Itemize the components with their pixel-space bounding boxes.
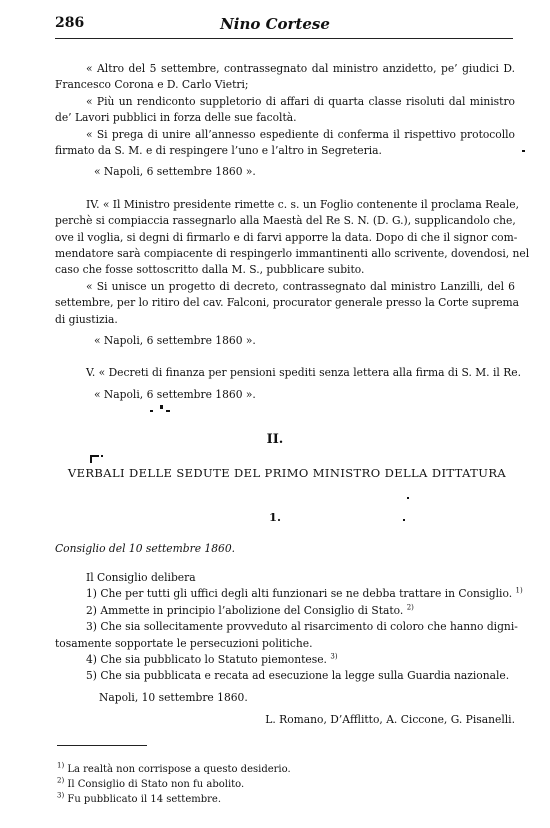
subsection-number: 1. — [268, 510, 281, 524]
footnote — [57, 792, 221, 807]
text-line: « Si prega di unire all’annesso espediente di conferma il rispettivo protocollo — [86, 128, 515, 141]
decision-text: 2) Ammette in principio l’abolizione del Consiglio di Stato. — [86, 604, 404, 617]
footnote-ref: 2) — [406, 603, 414, 612]
footnote-text: Fu pubblicato il 14 settembre. — [67, 794, 221, 805]
text-line: tosamente sopportate le persecuzioni politiche. — [55, 637, 313, 650]
footnote — [57, 777, 244, 792]
speck-mark — [160, 405, 163, 409]
decision-item — [86, 586, 546, 602]
decision-text: 4) Che sia pubblicato lo Statuto piemontese. — [86, 653, 327, 666]
speck-mark — [90, 455, 92, 463]
decision-item — [86, 652, 546, 668]
text-line: settembre, per lo ritiro del cav. Falconi, procurator generale presso la Corte suprema — [55, 296, 520, 309]
speck-mark — [150, 410, 153, 412]
footnote — [57, 762, 291, 777]
text-line: mendatore sarà compiacente di respingerlo immantinenti allo scrivente, dovendosi, nel — [55, 247, 530, 260]
footnote-rule — [57, 745, 147, 746]
dateline: « Napoli, 6 settembre 1860 ». — [94, 165, 256, 178]
text-line: « Si unisce un progetto di decreto, contrassegnato dal ministro Lanzilli, del 6 — [86, 280, 515, 293]
decision-item — [86, 603, 546, 619]
running-head-author: Nino Cortese — [220, 15, 330, 33]
text-line: ove il voglia, si degni di firmarlo e di farvi apporre la data. Dopo di che il signor com- — [55, 231, 518, 244]
meeting-heading: Consiglio del 10 settembre 1860. — [55, 542, 236, 555]
text-line: « Altro del 5 settembre, contrassegnato dal ministro anzidetto, pe’ giudici D. — [86, 62, 515, 75]
footnote-ref: 3) — [330, 652, 338, 661]
paragraph-v: V. « Decreti di finanza per pensioni spediti senza lettera alla firma di S. M. il Re. — [86, 366, 521, 379]
footnote-text: Il Consiglio di Stato non fu abolito. — [67, 779, 245, 790]
section-title: VERBALI DELLE SEDUTE DEL PRIMO MINISTRO DELLA DITTATURA — [67, 466, 507, 480]
text-line: de’ Lavori pubblici in forza delle sue facoltà. — [55, 111, 297, 124]
header-rule — [55, 38, 513, 39]
footnote-mark: 3) — [57, 791, 65, 800]
decision-item: 5) Che sia pubblicata e recata ad esecuzione la legge sulla Guardia nazionale. — [86, 669, 510, 682]
speck-mark — [166, 410, 170, 412]
speck-mark — [522, 150, 525, 152]
text-line: perchè si compiaccia rassegnarlo alla Maestà del Re S. N. (D. G.), supplicandolo che, — [55, 214, 516, 227]
speck-mark — [407, 497, 409, 499]
decision-intro: Il Consiglio delibera — [86, 571, 196, 584]
speck-mark — [403, 519, 405, 521]
signatories: L. Romano, D’Afflitto, A. Ciccone, G. Pisanelli. — [265, 713, 515, 726]
footnote-mark: 2) — [57, 776, 65, 785]
text-line: « Più un rendiconto suppletorio di affari di quarta classe risoluti dal ministro — [86, 95, 515, 108]
decision-item: 3) Che sia sollecitamente provveduto al risarcimento di coloro che hanno digni- — [86, 620, 518, 633]
section-number: II. — [266, 432, 284, 447]
footnote-text: La realtà non corrispose a questo desiderio. — [67, 764, 291, 775]
page-number: 286 — [55, 15, 85, 31]
paragraph-iv: IV. « Il Ministro presidente rimette c. s. un Foglio contenente il proclama Reale, — [86, 198, 519, 211]
closing-date: Napoli, 10 settembre 1860. — [99, 691, 248, 704]
decision-text: 1) Che per tutti gli uffici degli alti funzionari se ne debba trattare in Consiglio. — [86, 587, 513, 600]
dateline: « Napoli, 6 settembre 1860 ». — [94, 388, 256, 401]
text-line: di giustizia. — [55, 313, 118, 326]
text-line: caso che fosse sottoscritto dalla M. S., pubblicare subito. — [55, 263, 365, 276]
dateline: « Napoli, 6 settembre 1860 ». — [94, 334, 256, 347]
footnote-mark: 1) — [57, 761, 65, 770]
footnote-ref: 1) — [515, 586, 523, 595]
speck-mark — [101, 455, 103, 457]
text-line: firmato da S. M. e di respingere l’uno e l’altro in Segreteria. — [55, 144, 382, 157]
text-line: Francesco Corona e D. Carlo Vietri; — [55, 78, 249, 91]
